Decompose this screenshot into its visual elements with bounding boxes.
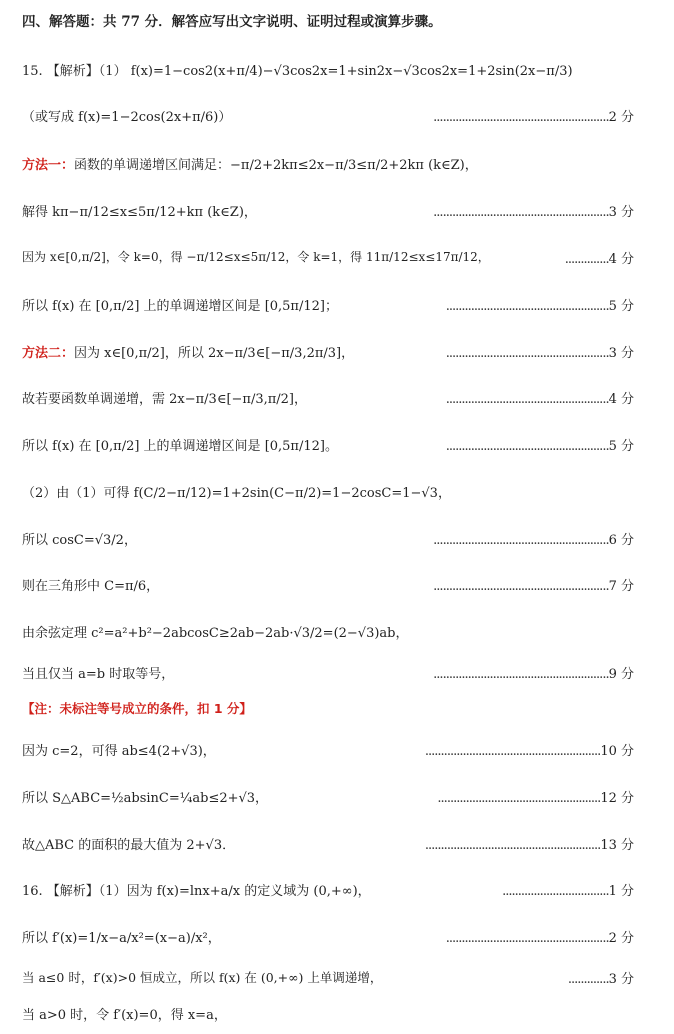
- method-two-label: 方法二：: [22, 346, 75, 361]
- solution-line: 16. 【解析】（1）因为 f(x)=lnx+a/x 的定义域为 (0,+∞)，: [22, 884, 371, 899]
- solution-line: （2）由（1）可得 f(C/2−π/12)=1+2sin(C−π/2)=1−2cosC=1−√3，: [22, 486, 451, 501]
- score-mark: ..............4 分: [564, 252, 634, 267]
- score-mark: ....................................................12 分: [437, 791, 634, 806]
- solution-line: 因为 x∈[0,π/2]，令 k=0，得 −π/12≤x≤5π/12，令 k=1，得 11π/12≤x≤17π/12，: [22, 250, 490, 264]
- score-mark: ....................................................3 分: [445, 346, 634, 361]
- score-mark: ........................................................2 分: [433, 110, 634, 125]
- score-mark: ........................................................6 分: [433, 533, 634, 548]
- score-mark: ....................................................4 分: [445, 392, 634, 407]
- solution-line: 所以 f′(x)=1/x−a/x²=(x−a)/x²，: [22, 931, 221, 946]
- score-mark: ....................................................5 分: [445, 439, 634, 454]
- solution-line: 因为 c=2，可得 ab≤4(2+√3)，: [22, 744, 216, 759]
- solution-line: 当 a≤0 时，f′(x)>0 恒成立，所以 f(x) 在 (0,+∞) 上单调递增，: [22, 970, 383, 985]
- score-mark: ........................................................9 分: [433, 667, 634, 682]
- solution-line: 当 a>0 时，令 f′(x)=0，得 x=a，: [22, 1008, 227, 1023]
- solution-line: 所以 cosC=√3/2，: [22, 533, 137, 548]
- solution-line: 所以 f(x) 在 [0,π/2] 上的单调递增区间是 [0,5π/12]。: [22, 439, 338, 454]
- score-mark: ..................................1 分: [502, 884, 634, 899]
- score-mark: ........................................................7 分: [433, 579, 634, 594]
- method-one-label: 方法一：: [22, 158, 75, 173]
- solution-line: 所以 S△ABC=½absinC=¼ab≤2+√3，: [22, 791, 269, 806]
- solution-line: 方法二：因为 x∈[0,π/2]，所以 2x−π/3∈[−π/3,2π/3]，: [22, 346, 355, 361]
- score-mark: ....................................................2 分: [445, 931, 634, 946]
- score-mark: ........................................................10 分: [424, 744, 634, 759]
- section-heading: 四、解答题：共 77 分．解答应写出文字说明、证明过程或演算步骤。: [22, 14, 442, 30]
- score-mark: ....................................................5 分: [445, 299, 634, 314]
- solution-line: 15. 【解析】（1） f(x)=1−cos2(x+π/4)−√3cos2x=1+sin2x−√3cos2x=1+2sin(2x−π/3): [22, 64, 573, 79]
- solution-line: （或写成 f(x)=1−2cos(2x+π/6)）: [22, 110, 232, 125]
- solution-line: 则在三角形中 C=π/6，: [22, 579, 160, 594]
- solution-line: 由余弦定理 c²=a²+b²−2abcosC≥2ab−2ab·√3/2=(2−√3)ab，: [22, 626, 409, 641]
- solution-line: 所以 f(x) 在 [0,π/2] 上的单调递增区间是 [0,5π/12]；: [22, 299, 338, 314]
- score-mark: ........................................................13 分: [424, 838, 634, 853]
- deduction-note: 【注：未标注等号成立的条件，扣 1 分】: [22, 701, 252, 716]
- solution-line: 解得 kπ−π/12≤x≤5π/12+kπ (k∈Z)，: [22, 205, 257, 220]
- solution-line: 故△ABC 的面积的最大值为 2+√3．: [22, 838, 236, 853]
- solution-line: 方法一：函数的单调递增区间满足：−π/2+2kπ≤2x−π/3≤π/2+2kπ (k∈Z)，: [22, 158, 478, 173]
- score-mark: .............3 分: [567, 972, 634, 987]
- solution-line: 当且仅当 a=b 时取等号，: [22, 667, 175, 682]
- solution-line: 故若要函数单调递增，需 2x−π/3∈[−π/3,π/2]，: [22, 392, 308, 407]
- score-mark: ........................................................3 分: [433, 205, 634, 220]
